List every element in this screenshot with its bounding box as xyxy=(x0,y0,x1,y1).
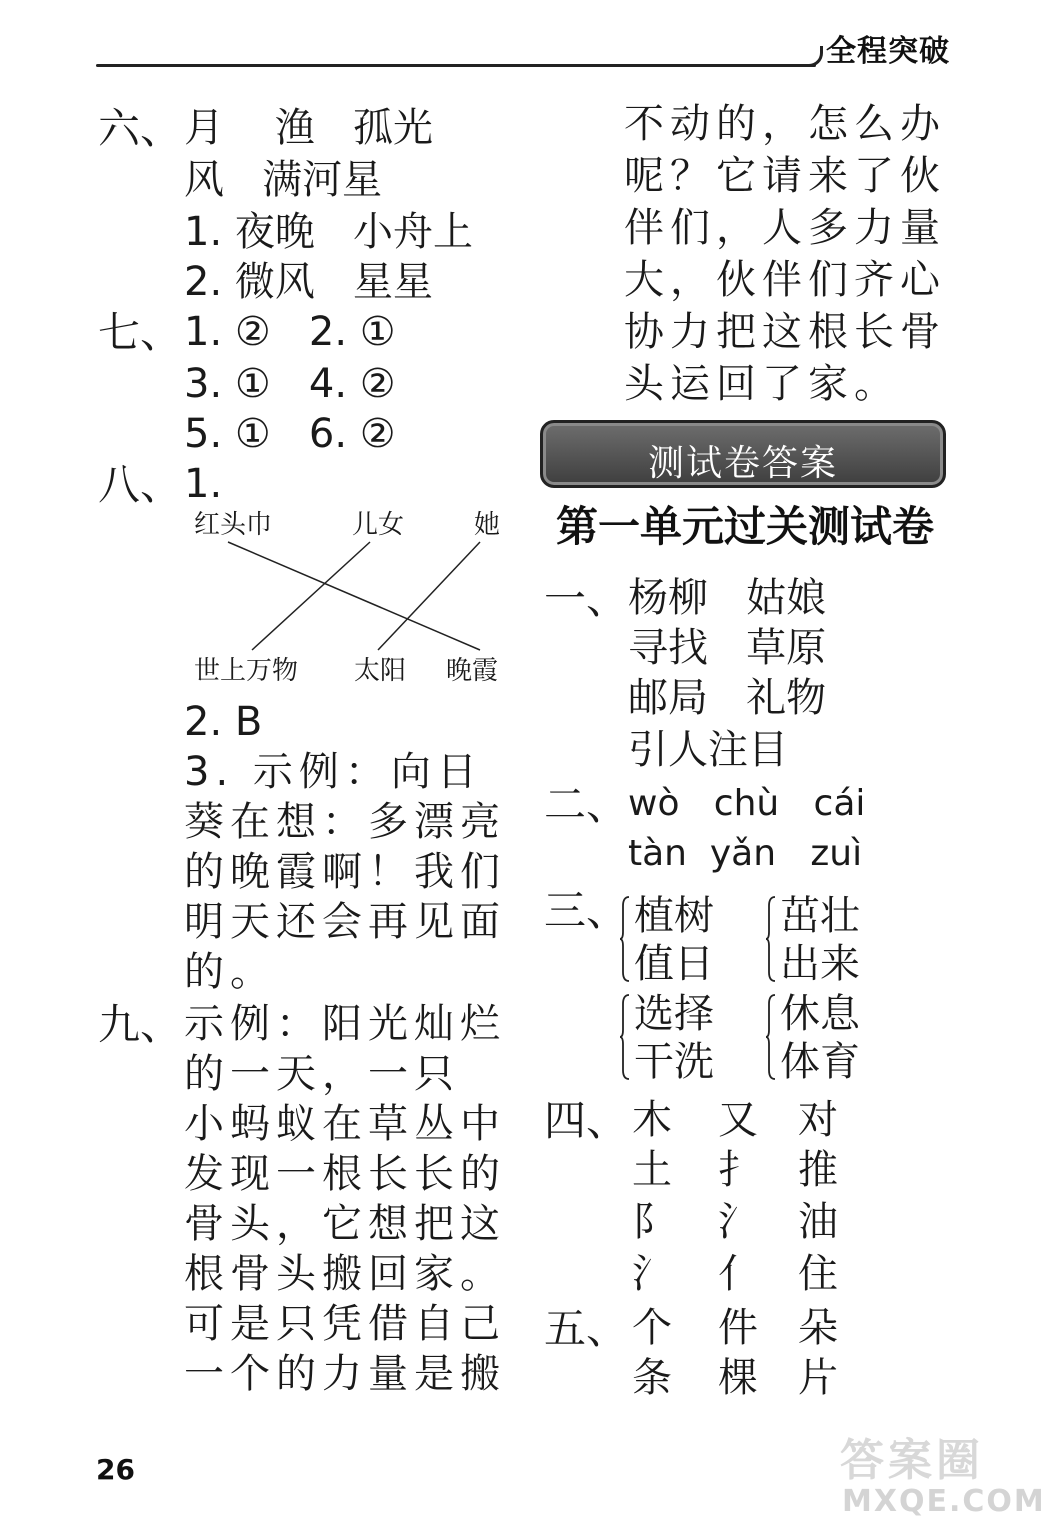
right-section-2-label: 二、 xyxy=(544,780,629,829)
brace-left-1 xyxy=(620,896,630,982)
right-section-4-r4-c3: 住 xyxy=(798,1251,838,1297)
match-top-2: 儿女 xyxy=(352,510,405,540)
right-section-5-r2-c3: 片 xyxy=(798,1355,838,1401)
continuation-line-3: 伴们，人多力量 xyxy=(624,205,946,251)
section-8-q3-line-4: 明天还会再见面 xyxy=(184,899,506,945)
section-7-row-3: 5. ① 6. ② xyxy=(184,411,396,457)
match-line-1 xyxy=(228,542,480,650)
brace-right-2 xyxy=(766,994,776,1080)
right-section-4-r1-c1: 木 xyxy=(632,1097,672,1143)
section-9-line-7: 可是只凭借自己 xyxy=(184,1301,506,1347)
match-line-3 xyxy=(378,542,480,650)
section-7-label: 七、 xyxy=(98,308,183,357)
section-9-line-2: 的一天，一只 xyxy=(184,1051,460,1097)
section-6-q1: 1. 夜晚 小舟上 xyxy=(184,209,474,255)
section-7-row-2: 3. ① 4. ② xyxy=(184,361,396,407)
right-section-3-right-4: 体育 xyxy=(780,1039,860,1085)
section-9-line-1: 示例：阳光灿烂 xyxy=(184,1001,506,1047)
section-6-q2: 2. 微风 星星 xyxy=(184,259,434,305)
section-9-line-4: 发现一根长长的 xyxy=(184,1151,506,1197)
section-8-q1: 1. xyxy=(184,461,223,507)
right-section-3-right-1: 茁壮 xyxy=(780,893,860,939)
right-section-2-row-2: tàn yǎn zuì xyxy=(628,833,863,874)
right-section-4-r1-c3: 对 xyxy=(798,1097,838,1143)
right-section-5-label: 五、 xyxy=(544,1304,629,1353)
right-section-4-r3-c1: 阝 xyxy=(632,1199,672,1245)
continuation-line-4: 大，伙伴们齐心 xyxy=(624,257,946,303)
right-section-4-r2-c1: 土 xyxy=(632,1147,672,1193)
right-section-4-r3-c3: 油 xyxy=(798,1199,838,1245)
right-section-3-left-4: 干洗 xyxy=(634,1039,714,1085)
right-section-3-left-2: 值日 xyxy=(634,941,714,987)
continuation-line-6: 头运回了家。 xyxy=(624,361,900,407)
section-9-label: 九、 xyxy=(98,1000,183,1049)
right-section-1-row-2: 寻找 草原 xyxy=(628,625,827,671)
section-8-q3-line-1: 3. 示例：向日 xyxy=(184,749,483,795)
right-section-1-row-1: 杨柳 姑娘 xyxy=(628,575,827,621)
header-rule xyxy=(96,64,816,67)
right-section-4-r2-c3: 推 xyxy=(798,1147,838,1193)
section-6-row-2: 风 满河星 xyxy=(184,157,383,203)
unit-title: 第一单元过关测试卷 xyxy=(556,502,935,551)
right-section-3-label: 三、 xyxy=(544,886,629,935)
section-8-label: 八、 xyxy=(98,460,183,509)
right-section-5-r2-c2: 棵 xyxy=(718,1355,758,1401)
right-section-4-label: 四、 xyxy=(544,1096,629,1145)
section-8-q3-line-5: 的。 xyxy=(184,949,276,995)
page-number: 26 xyxy=(96,1453,135,1486)
match-bottom-2: 太阳 xyxy=(354,656,407,686)
right-section-3-left-3: 选择 xyxy=(634,991,714,1037)
section-7-row-1: 1. ② 2. ① xyxy=(184,309,396,355)
section-8-q2: 2. B xyxy=(184,699,263,745)
match-top-1: 红头巾 xyxy=(194,510,273,540)
header-title: 全程突破 xyxy=(826,34,950,69)
brace-left-2 xyxy=(620,994,630,1080)
answer-banner-text: 测试卷答案 xyxy=(647,443,838,484)
right-section-4-r1-c2: 又 xyxy=(718,1097,758,1143)
matching-lines xyxy=(180,500,510,660)
brace-right-1 xyxy=(766,896,776,982)
right-section-4-r4-c2: 亻 xyxy=(718,1251,758,1297)
section-6-row-1: 月 渔 孤光 xyxy=(184,105,434,151)
right-section-4-r4-c1: 氵 xyxy=(632,1251,672,1297)
right-section-2-row-1: wò chù cái xyxy=(628,783,866,824)
section-9-line-5: 骨头，它想把这 xyxy=(184,1201,506,1247)
section-9-line-8: 一个的力量是搬 xyxy=(184,1351,506,1397)
watermark-cn: 答案圈 xyxy=(840,1435,984,1486)
right-section-3-right-2: 出来 xyxy=(780,941,860,987)
right-section-5-r2-c1: 条 xyxy=(632,1355,672,1401)
right-section-4-r2-c2: 扌 xyxy=(718,1147,758,1193)
answer-banner xyxy=(540,420,946,488)
right-section-3-right-3: 休息 xyxy=(780,991,860,1037)
header-rule-hook xyxy=(806,46,823,67)
match-top-3: 她 xyxy=(474,510,501,540)
right-section-5-r1-c3: 朵 xyxy=(798,1305,838,1351)
continuation-line-5: 协力把这根长骨 xyxy=(624,309,946,355)
section-8-q3-line-2: 葵在想：多漂亮 xyxy=(184,799,506,845)
right-section-1-row-4: 引人注目 xyxy=(628,727,788,773)
section-6-label: 六、 xyxy=(98,104,183,153)
match-bottom-3: 晚霞 xyxy=(446,656,499,686)
watermark-en: MXQE.COM xyxy=(842,1484,1046,1519)
right-section-1-row-3: 邮局 礼物 xyxy=(628,675,827,721)
right-section-5-r1-c2: 件 xyxy=(718,1305,758,1351)
section-8-q3-line-3: 的晚霞啊！我们 xyxy=(184,849,506,895)
right-section-5-r1-c1: 个 xyxy=(632,1305,672,1351)
match-bottom-1: 世上万物 xyxy=(194,656,299,686)
continuation-line-1: 不动的，怎么办 xyxy=(624,101,946,147)
right-section-3-left-1: 植树 xyxy=(634,893,714,939)
right-section-4-r3-c2: 氵 xyxy=(718,1199,758,1245)
section-9-line-6: 根骨头搬回家。 xyxy=(184,1251,506,1297)
section-9-line-3: 小蚂蚁在草丛中 xyxy=(184,1101,506,1147)
continuation-line-2: 呢？它请来了伙 xyxy=(624,153,946,199)
right-section-1-label: 一、 xyxy=(544,574,629,623)
